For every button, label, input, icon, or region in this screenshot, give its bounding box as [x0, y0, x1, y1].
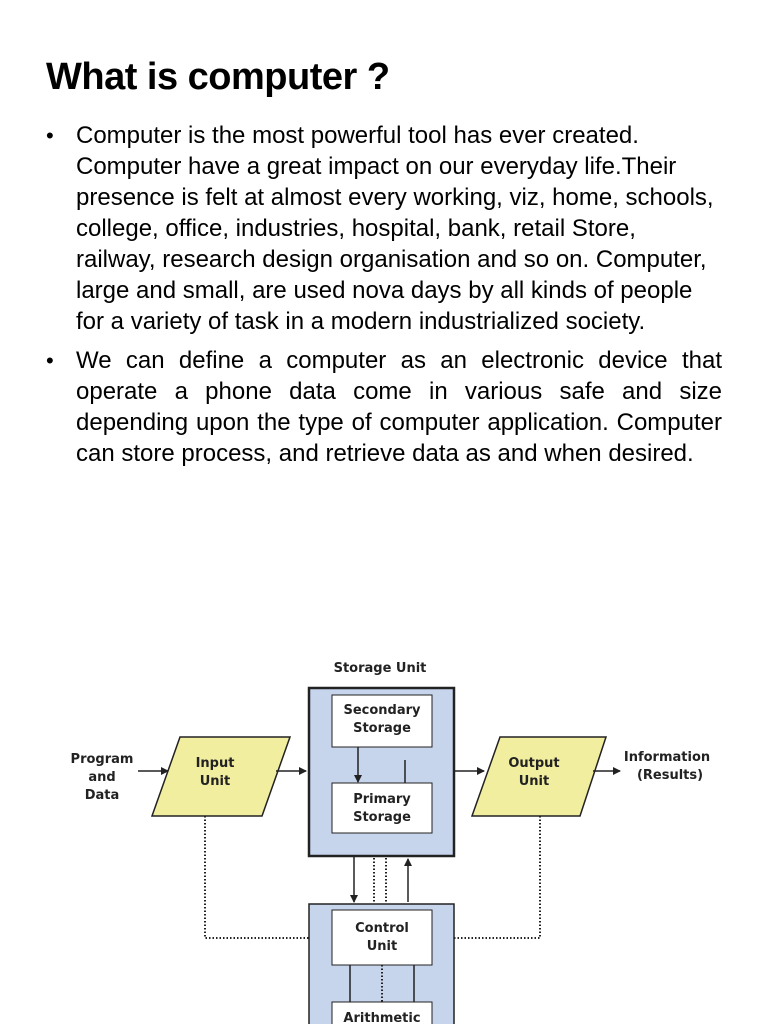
- output-unit-line1: Output: [508, 756, 560, 771]
- input-unit-line1: Input: [195, 756, 235, 771]
- bullet-text: We can define a computer as an electronic device that operate a phone data come in various safe and size depending upon the type of computer application. Computer can store process, and retrieve data as and when desired.: [76, 347, 722, 467]
- control-signal-line: [205, 816, 309, 938]
- input-label-line2: and: [88, 770, 116, 785]
- input-label-line3: Data: [84, 788, 120, 803]
- bullet-item: [46, 120, 722, 337]
- output-label-line2: (Results): [636, 768, 704, 783]
- output-label-line1: Information: [623, 750, 711, 765]
- alu-label: Arithmetic: [343, 1011, 421, 1024]
- bullet-text: Computer is the most powerful tool has ever created. Computer have a great impact on our everyday life.Their presence is felt at almost every working, viz, home, schools, college, office, industries, hospital, bank, retail Store, railway, research design organisation and so on. Computer, large and small, are used nova days by all kinds of people for a variety of task in a modern industrialized society.: [76, 122, 714, 335]
- primary-storage-box: [332, 783, 432, 833]
- input-label-line1: Program: [70, 752, 134, 767]
- secondary-storage-line2: Storage: [353, 721, 411, 736]
- control-unit-line2: Unit: [366, 939, 398, 954]
- storage-unit-label: Storage Unit: [333, 661, 427, 676]
- output-unit-line2: Unit: [518, 774, 550, 789]
- computer-block-diagram: [50, 640, 740, 1024]
- bullet-list: [46, 120, 722, 469]
- control-signal-line: [454, 816, 540, 938]
- bullet-item: [46, 345, 722, 469]
- primary-storage-line2: Storage: [353, 810, 411, 825]
- control-unit-box: [332, 910, 432, 965]
- primary-storage-line1: Primary: [353, 792, 411, 807]
- input-unit-line2: Unit: [199, 774, 231, 789]
- control-unit-line1: Control: [355, 921, 409, 936]
- secondary-storage-line1: Secondary: [343, 703, 421, 718]
- slide-title: What is computer ?: [46, 56, 390, 98]
- bullet-marker: •: [46, 123, 54, 148]
- bullet-marker: •: [46, 348, 54, 373]
